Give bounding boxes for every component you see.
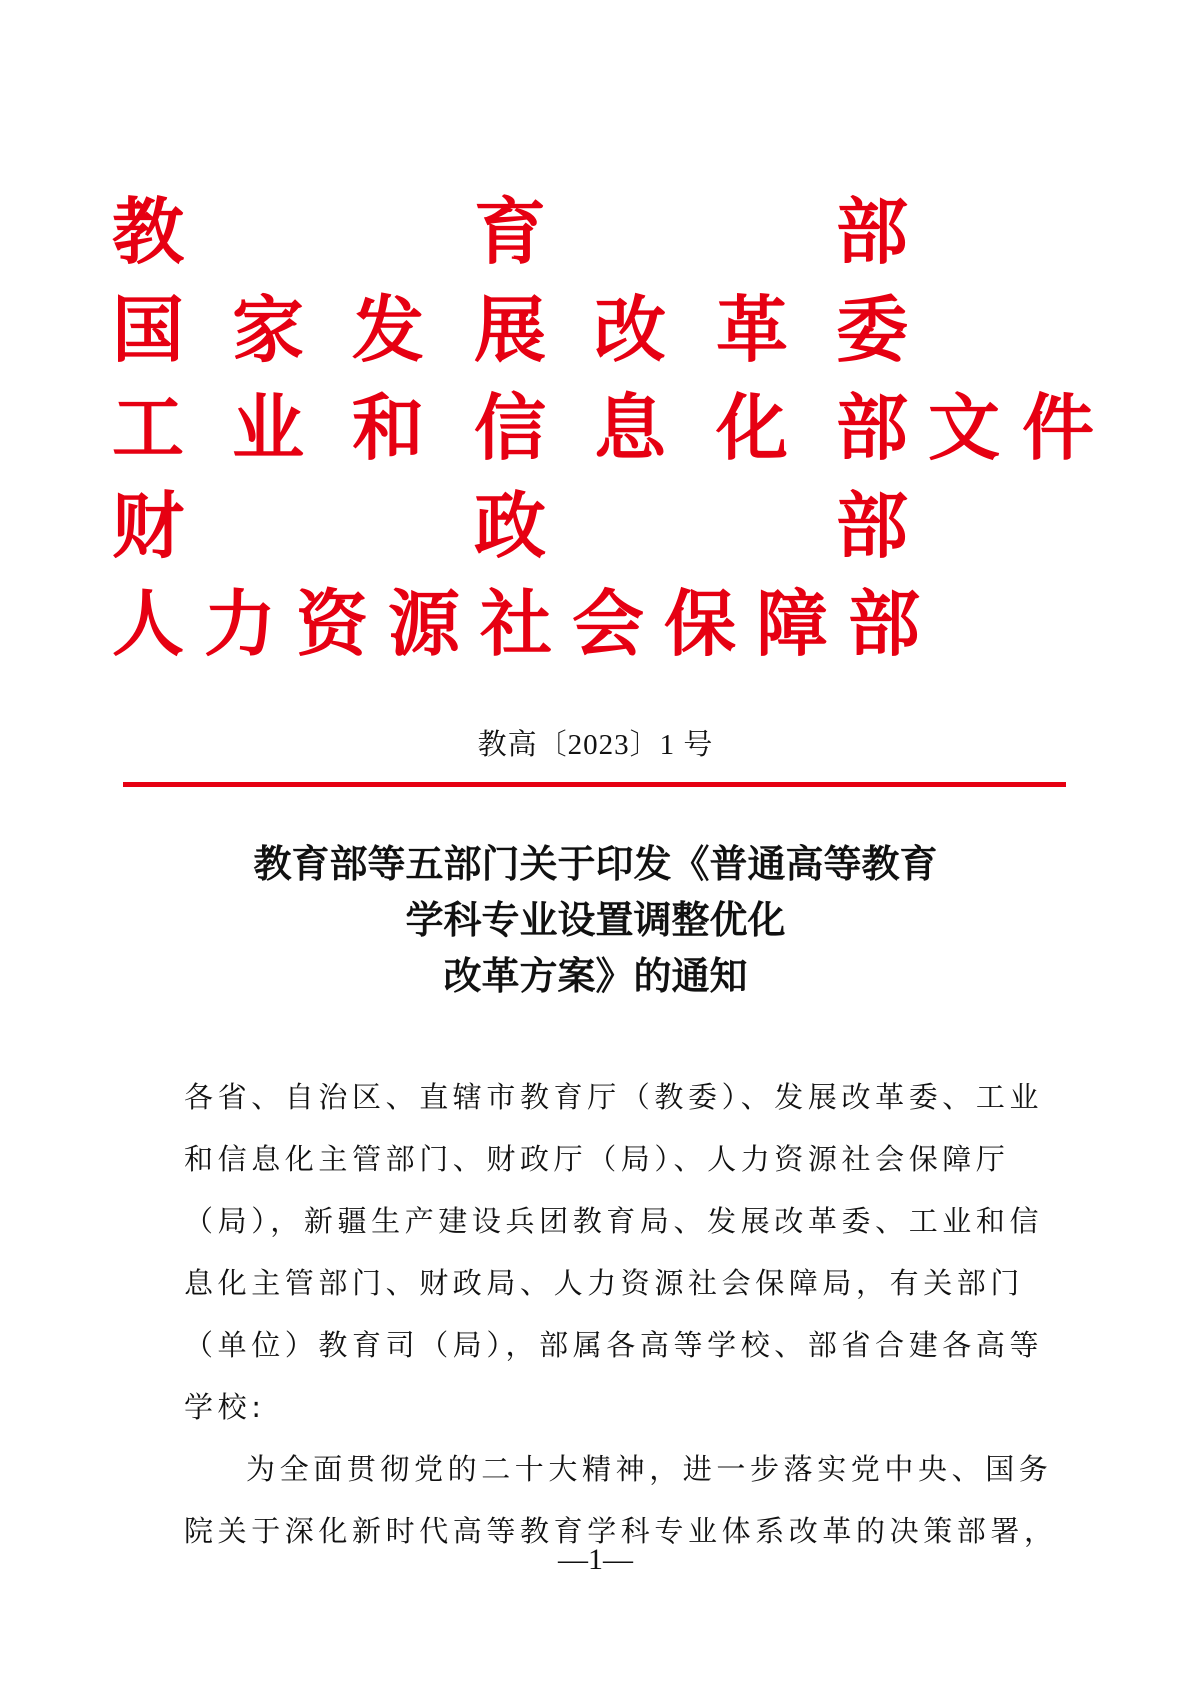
issuer-row-mof <box>108 484 1088 588</box>
issuer-char: 家 <box>231 288 304 372</box>
red-separator-line <box>123 782 1066 787</box>
issuer-row-miit <box>108 386 1094 490</box>
issuer-char: 和 <box>351 386 424 470</box>
issuer-char: 信 <box>473 386 546 470</box>
title-line: 学科专业设置调整优化 <box>405 898 786 942</box>
issuer-char: 部 <box>835 386 908 470</box>
issuer-char: 展 <box>473 288 546 372</box>
body-line: 各省、自治区、直辖市教育厅（教委）、发展改革委、工业 <box>184 1080 1044 1114</box>
notice-title <box>0 836 1191 1004</box>
issuer-char: 革 <box>715 288 788 372</box>
issuer-char: 资 <box>295 582 368 666</box>
issuer-row-moe <box>108 190 1088 294</box>
document-number: 教高〔2023〕1 号 <box>477 729 714 761</box>
issuer-char: 保 <box>663 582 736 666</box>
issuer-char: 文 <box>927 386 1000 470</box>
issuer-row-mohrss <box>108 582 1088 686</box>
issuer-char: 国 <box>111 288 184 372</box>
issuer-char: 息 <box>593 386 666 470</box>
page-number: —1— <box>558 1543 633 1576</box>
issuer-char: 财 <box>111 484 184 568</box>
issuer-char: 改 <box>593 288 666 372</box>
issuer-char: 力 <box>203 582 276 666</box>
issuer-char: 人 <box>111 582 184 666</box>
issuer-char: 化 <box>715 386 788 470</box>
body-line: 为全面贯彻党的二十大精神，进一步落实党中央、国务 <box>246 1452 1053 1486</box>
issuer-char: 源 <box>387 582 460 666</box>
title-line: 教育部等五部门关于印发《普通高等教育 <box>253 842 938 886</box>
issuer-char: 部 <box>835 190 908 274</box>
issuer-char: 会 <box>571 582 644 666</box>
body-line: 息化主管部门、财政局、人力资源社会保障局，有关部门 <box>184 1266 1025 1300</box>
notice-body <box>184 1066 1058 1562</box>
issuer-char: 件 <box>1021 386 1094 470</box>
issuer-row-ndrc <box>108 288 1088 392</box>
issuer-char: 业 <box>231 386 304 470</box>
body-line: 学校: <box>184 1390 266 1424</box>
issuer-char: 教 <box>111 190 184 274</box>
issuer-char: 发 <box>351 288 424 372</box>
issuer-char: 部 <box>835 484 908 568</box>
issuer-char: 障 <box>755 582 828 666</box>
body-line: 和信息化主管部门、财政厅（局）、人力资源社会保障厅 <box>184 1142 1010 1176</box>
body-line: （单位）教育司（局），部属各高等学校、部省合建各高等 <box>184 1328 1044 1362</box>
body-line: （局），新疆生产建设兵团教育局、发展改革委、工业和信 <box>184 1204 1044 1238</box>
issuer-char: 政 <box>473 484 546 568</box>
body-line: 院关于深化新时代高等教育学科专业体系改革的决策部署， <box>184 1514 1058 1548</box>
issuer-char: 部 <box>847 582 920 666</box>
issuer-char: 工 <box>111 386 184 470</box>
issuer-char: 委 <box>835 288 908 372</box>
title-line: 改革方案》的通知 <box>443 954 748 998</box>
issuer-char: 社 <box>479 582 552 666</box>
issuer-char: 育 <box>473 190 546 274</box>
issuing-authorities-header <box>108 190 1094 686</box>
